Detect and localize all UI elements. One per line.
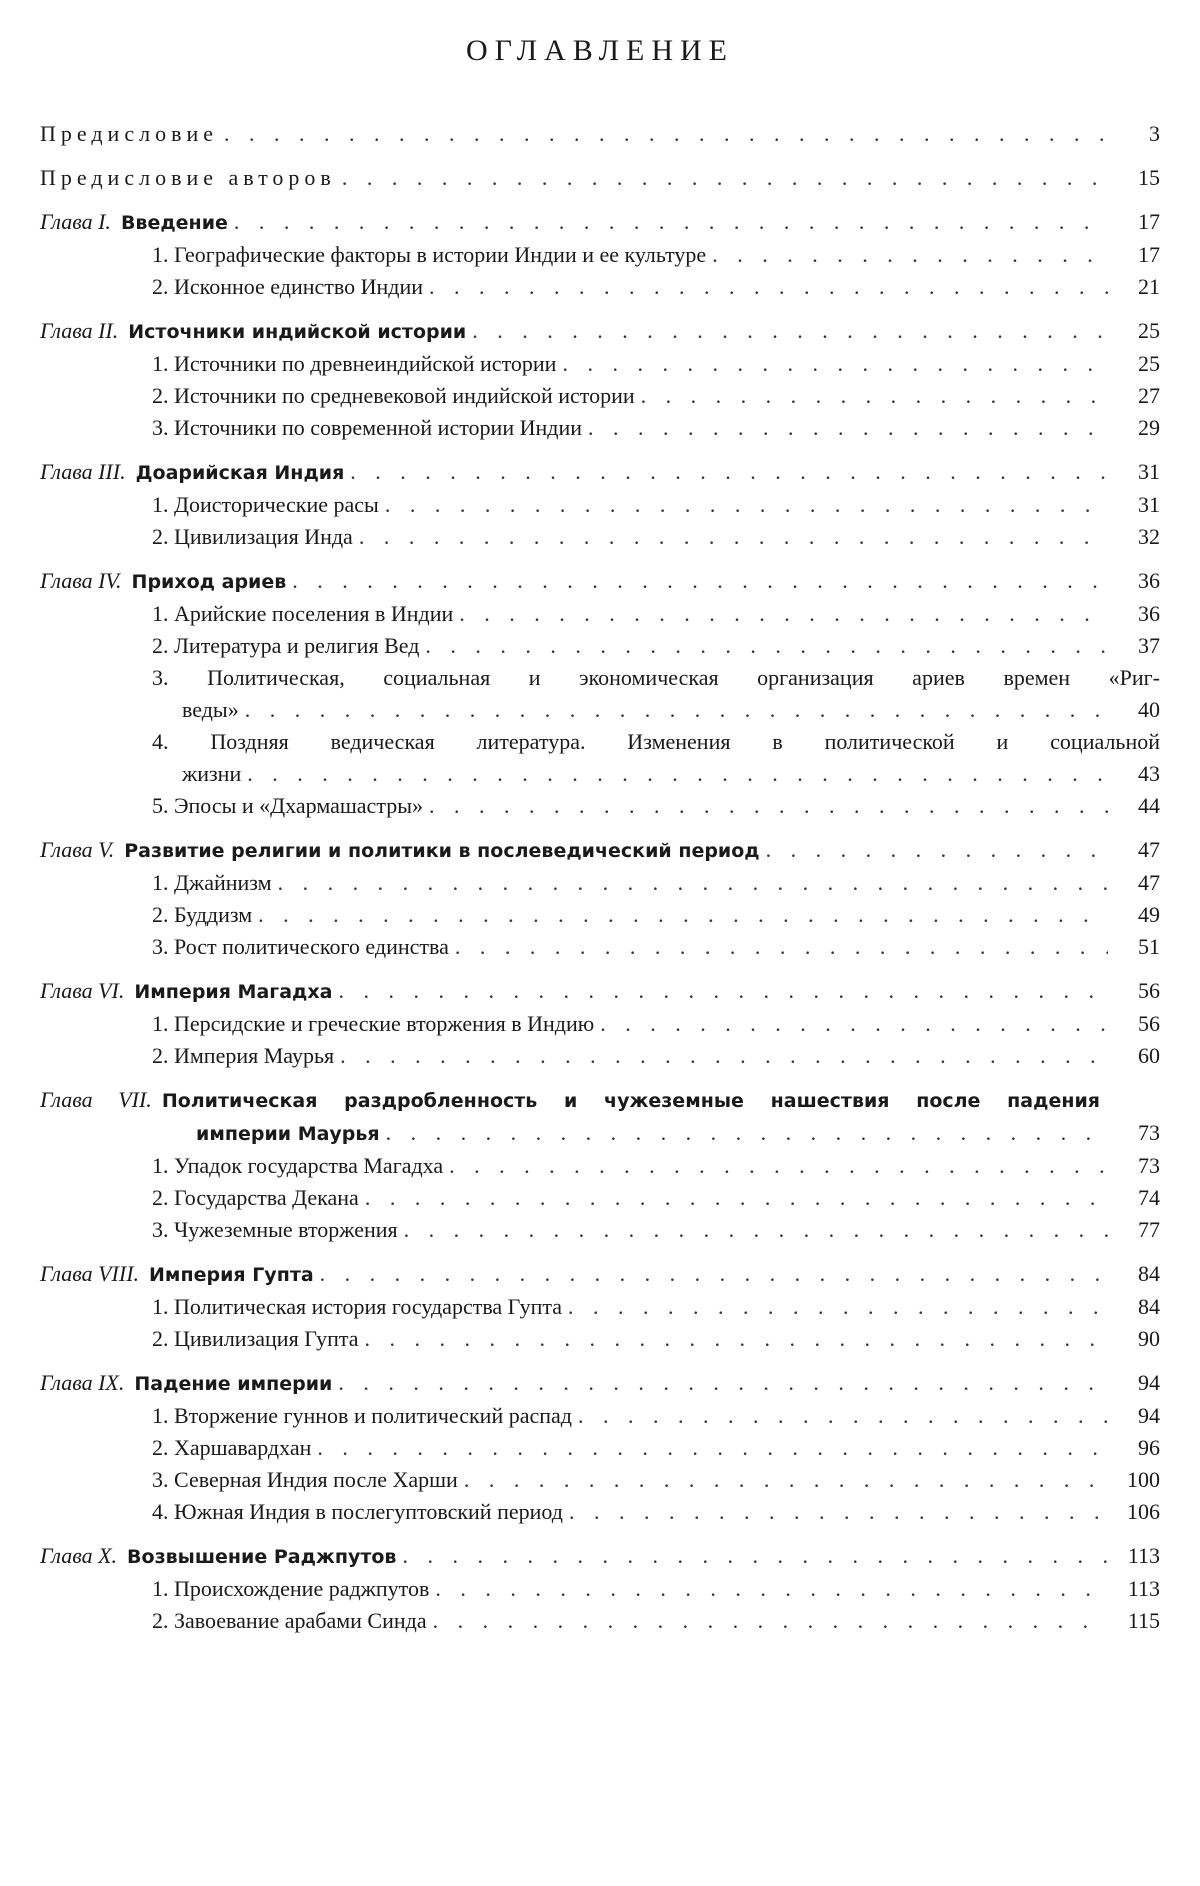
section-label-line1: 4. Поздняя ведическая литература. Изменения в политической и социальной (152, 729, 1160, 754)
chapter-number: Глава VI. (40, 978, 125, 1003)
entry-label: 1. Географические факторы в истории Индии и ее культуре (152, 242, 707, 267)
chapter-heading (40, 565, 286, 598)
toc-chapter-3[interactable] (40, 565, 1160, 598)
page-number: 56 (1138, 1011, 1160, 1036)
chapter-number: Глава I. (40, 209, 111, 234)
toc-section-8-3[interactable] (40, 1496, 1160, 1528)
dot-leader (385, 489, 1108, 521)
entry-label: 1. Вторжение гуннов и политический распад (152, 1403, 572, 1428)
dot-leader (247, 758, 1108, 790)
chapter-title: Возвышение Раджпутов (127, 1546, 397, 1568)
chapter-number: Глава VII. (40, 1087, 152, 1112)
entry-label: 2. Буддизм (152, 902, 253, 927)
entry-label: 1. Происхождение раджпутов (152, 1576, 430, 1601)
entry-label: 3. Источники по современной истории Индии (152, 415, 582, 440)
toc-chapter-6[interactable] (40, 1084, 1160, 1150)
page-number: 25 (1138, 318, 1160, 343)
entry-label: 2. Империя Маурья (152, 1043, 335, 1068)
chapter-list (40, 206, 1160, 1637)
dot-leader (600, 1008, 1108, 1040)
dot-leader (340, 1040, 1108, 1072)
chapter-heading (40, 975, 332, 1008)
page-number: 25 (1138, 351, 1160, 376)
toc-chapter-9[interactable] (40, 1540, 1160, 1573)
dot-leader (429, 790, 1108, 822)
dot-leader (317, 1432, 1108, 1464)
entry-label: 1. Арийские поселения в Индии (152, 601, 454, 626)
chapter-number: Глава X. (40, 1543, 118, 1568)
toc-section-1-1[interactable] (40, 380, 1160, 412)
toc-section-1-0[interactable] (40, 348, 1160, 380)
page-title: ОГЛАВЛЕНИЕ (466, 34, 734, 67)
page-number: 3 (1149, 121, 1160, 146)
page-number: 96 (1138, 1435, 1160, 1460)
page-number: 94 (1138, 1403, 1160, 1428)
dot-leader (459, 598, 1108, 630)
page-number: 56 (1138, 978, 1160, 1003)
toc-section-3-1[interactable] (40, 630, 1160, 662)
toc-section-9-0[interactable] (40, 1573, 1160, 1605)
dot-leader (425, 630, 1108, 662)
toc-section-6-0[interactable] (40, 1150, 1160, 1182)
chapter-number: Глава VIII. (40, 1261, 140, 1286)
toc-section-1-2[interactable] (40, 412, 1160, 444)
entry-label: 3. Северная Индия после Харши (152, 1467, 458, 1492)
chapter-heading-continuation[interactable] (40, 1117, 1160, 1150)
page-number: 51 (1138, 934, 1160, 959)
toc-chapter-0[interactable] (40, 206, 1160, 239)
page-number: 15 (1138, 165, 1160, 190)
page-number: 36 (1138, 568, 1160, 593)
dot-leader (578, 1400, 1108, 1432)
page-number: 106 (1127, 1499, 1160, 1524)
entry-label: 2. Цивилизация Гупта (152, 1326, 359, 1351)
page-number: 47 (1138, 870, 1160, 895)
dot-leader (338, 975, 1108, 1007)
chapter-title: Введение (120, 212, 228, 234)
toc-section-8-0[interactable] (40, 1400, 1160, 1432)
dot-leader (338, 1367, 1108, 1399)
table-of-contents (40, 118, 1160, 1637)
chapter-heading (40, 315, 466, 348)
chapter-title: Развитие религии и политики в послеведический период (124, 840, 760, 862)
dot-leader (562, 348, 1108, 380)
section-label-line1: 3. Политическая, социальная и экономическая организация ариев времен «Риг- (152, 665, 1160, 690)
chapter-heading (40, 1258, 314, 1291)
dot-leader (386, 1117, 1108, 1149)
toc-chapter-2[interactable] (40, 456, 1160, 489)
entry-label: 2. Цивилизация Инда (152, 524, 353, 549)
section-label-continuation[interactable] (152, 758, 1160, 790)
dot-leader (402, 1540, 1108, 1572)
entry-label: веды» (182, 697, 239, 722)
toc-entry-front-1[interactable] (40, 162, 1160, 194)
chapter-title: Источники индийской истории (128, 321, 467, 343)
page-number: 37 (1138, 633, 1160, 658)
toc-chapter-1[interactable] (40, 315, 1160, 348)
chapter-title: Падение империи (134, 1373, 333, 1395)
page-number: 113 (1127, 1576, 1160, 1601)
page-number: 77 (1138, 1217, 1160, 1242)
dot-leader (234, 206, 1108, 238)
dot-leader (435, 1573, 1108, 1605)
chapter-heading (40, 1540, 396, 1573)
dot-leader (472, 315, 1108, 347)
dot-leader (404, 1214, 1108, 1246)
dot-leader (455, 931, 1108, 963)
dot-leader (569, 1496, 1108, 1528)
chapter-title: Империя Гупта (149, 1264, 314, 1286)
chapter-number: Глава IV. (40, 568, 122, 593)
toc-section-2-0[interactable] (40, 489, 1160, 521)
chapter-number: Глава IX. (40, 1370, 125, 1395)
toc-section-8-1[interactable] (40, 1432, 1160, 1464)
dot-leader (464, 1464, 1108, 1496)
page-number: 113 (1127, 1543, 1160, 1568)
dot-leader (350, 456, 1108, 488)
dot-leader (766, 834, 1108, 866)
dot-leader (712, 239, 1108, 271)
dot-leader (641, 380, 1108, 412)
page-number: 21 (1138, 274, 1160, 299)
page-number: 27 (1138, 383, 1160, 408)
chapter-title-line2: империи Маурья (196, 1123, 380, 1145)
entry-label: 1. Политическая история государства Гупта (152, 1294, 562, 1319)
dot-leader (320, 1258, 1108, 1290)
page-number: 49 (1138, 902, 1160, 927)
toc-chapter-7[interactable] (40, 1258, 1160, 1291)
chapter-number: Глава II. (40, 318, 119, 343)
page-number: 84 (1138, 1261, 1160, 1286)
entry-label: 2. Исконное единство Индии (152, 274, 424, 299)
toc-section-4-0[interactable] (40, 867, 1160, 899)
chapter-title: Приход ариев (131, 571, 287, 593)
dot-leader (365, 1182, 1108, 1214)
dot-leader (588, 412, 1108, 444)
chapter-number: Глава III. (40, 459, 126, 484)
toc-section-5-0[interactable] (40, 1008, 1160, 1040)
entry-label: 2. Источники по средневековой индийской истории (152, 383, 635, 408)
dot-leader (568, 1291, 1108, 1323)
page-number: 47 (1138, 837, 1160, 862)
chapter-title: Империя Магадха (134, 981, 333, 1003)
chapter-heading (40, 1367, 332, 1400)
toc-section-4-2[interactable] (40, 931, 1160, 963)
dot-leader (449, 1150, 1108, 1182)
section-label-continuation[interactable] (152, 694, 1160, 726)
page-number: 100 (1127, 1467, 1160, 1492)
chapter-heading (40, 456, 344, 489)
entry-label: 1. Доисторические расы (152, 492, 379, 517)
dot-leader (342, 162, 1108, 194)
page-number: 17 (1138, 242, 1160, 267)
toc-section-2-1[interactable] (40, 521, 1160, 553)
toc-chapter-4[interactable] (40, 834, 1160, 867)
entry-label: 5. Эпосы и «Дхармашастры» (152, 793, 423, 818)
chapter-heading (40, 834, 760, 867)
page-number: 31 (1138, 459, 1160, 484)
page-number: 115 (1127, 1608, 1160, 1633)
entry-label: 1. Персидские и греческие вторжения в Индию (152, 1011, 595, 1036)
page-number: 90 (1138, 1326, 1160, 1351)
toc-section-4-1[interactable] (40, 899, 1160, 931)
page-number: 17 (1138, 209, 1160, 234)
entry-label: 2. Литература и религия Вед (152, 633, 420, 658)
page-number: 94 (1138, 1370, 1160, 1395)
toc-section-8-2[interactable] (40, 1464, 1160, 1496)
toc-section-0-0[interactable] (40, 239, 1160, 271)
entry-label: 2. Государства Декана (152, 1185, 359, 1210)
page-number: 43 (1138, 761, 1160, 786)
toc-section-9-1[interactable] (40, 1605, 1160, 1637)
entry-label: 2. Харшавардхан (152, 1435, 312, 1460)
entry-label: 3. Рост политического единства (152, 934, 449, 959)
page-number: 29 (1138, 415, 1160, 440)
toc-section-7-0[interactable] (40, 1291, 1160, 1323)
page-number: 74 (1138, 1185, 1160, 1210)
toc-section-7-1[interactable] (40, 1323, 1160, 1355)
page-number: 73 (1138, 1120, 1160, 1145)
dot-leader (224, 118, 1108, 150)
entry-label: жизни (182, 761, 242, 786)
page-number: 60 (1138, 1043, 1160, 1068)
entry-label: Предисловие (40, 121, 218, 146)
dot-leader (245, 694, 1108, 726)
chapter-heading (40, 206, 228, 239)
page-number: 73 (1138, 1153, 1160, 1178)
chapter-heading-line (40, 1084, 1160, 1117)
toc-entry-front-0[interactable] (40, 118, 1160, 150)
page-number: 32 (1138, 524, 1160, 549)
chapter-title-line1: Политическая раздробленность и чужеземные нашествия после падения (161, 1090, 1100, 1112)
dot-leader (433, 1605, 1108, 1637)
page-number: 36 (1138, 601, 1160, 626)
page-number: 31 (1138, 492, 1160, 517)
dot-leader (278, 867, 1108, 899)
toc-section-3-2[interactable] (40, 662, 1160, 726)
chapter-number: Глава V. (40, 837, 115, 862)
entry-label: 3. Чужеземные вторжения (152, 1217, 398, 1242)
entry-label: 4. Южная Индия в послегуптовский период (152, 1499, 563, 1524)
toc-section-5-1[interactable] (40, 1040, 1160, 1072)
entry-label: 1. Упадок государства Магадха (152, 1153, 444, 1178)
chapter-title: Доарийская Индия (135, 462, 345, 484)
dot-leader (258, 899, 1108, 931)
toc-section-3-3[interactable] (40, 726, 1160, 790)
toc-section-3-0[interactable] (40, 598, 1160, 630)
entry-label: 1. Источники по древнеиндийской истории (152, 351, 557, 376)
toc-chapter-8[interactable] (40, 1367, 1160, 1400)
entry-label: 2. Завоевание арабами Синда (152, 1608, 427, 1633)
toc-section-6-2[interactable] (40, 1214, 1160, 1246)
toc-chapter-5[interactable] (40, 975, 1160, 1008)
page-number: 44 (1138, 793, 1160, 818)
entry-label: 1. Джайнизм (152, 870, 272, 895)
dot-leader (365, 1323, 1109, 1355)
toc-section-6-1[interactable] (40, 1182, 1160, 1214)
page-number: 40 (1138, 697, 1160, 722)
toc-section-3-4[interactable] (40, 790, 1160, 822)
dot-leader (429, 271, 1108, 303)
entry-label: Предисловие авторов (40, 165, 336, 190)
toc-section-0-1[interactable] (40, 271, 1160, 303)
dot-leader (292, 565, 1108, 597)
page-number: 84 (1138, 1294, 1160, 1319)
dot-leader (359, 521, 1108, 553)
